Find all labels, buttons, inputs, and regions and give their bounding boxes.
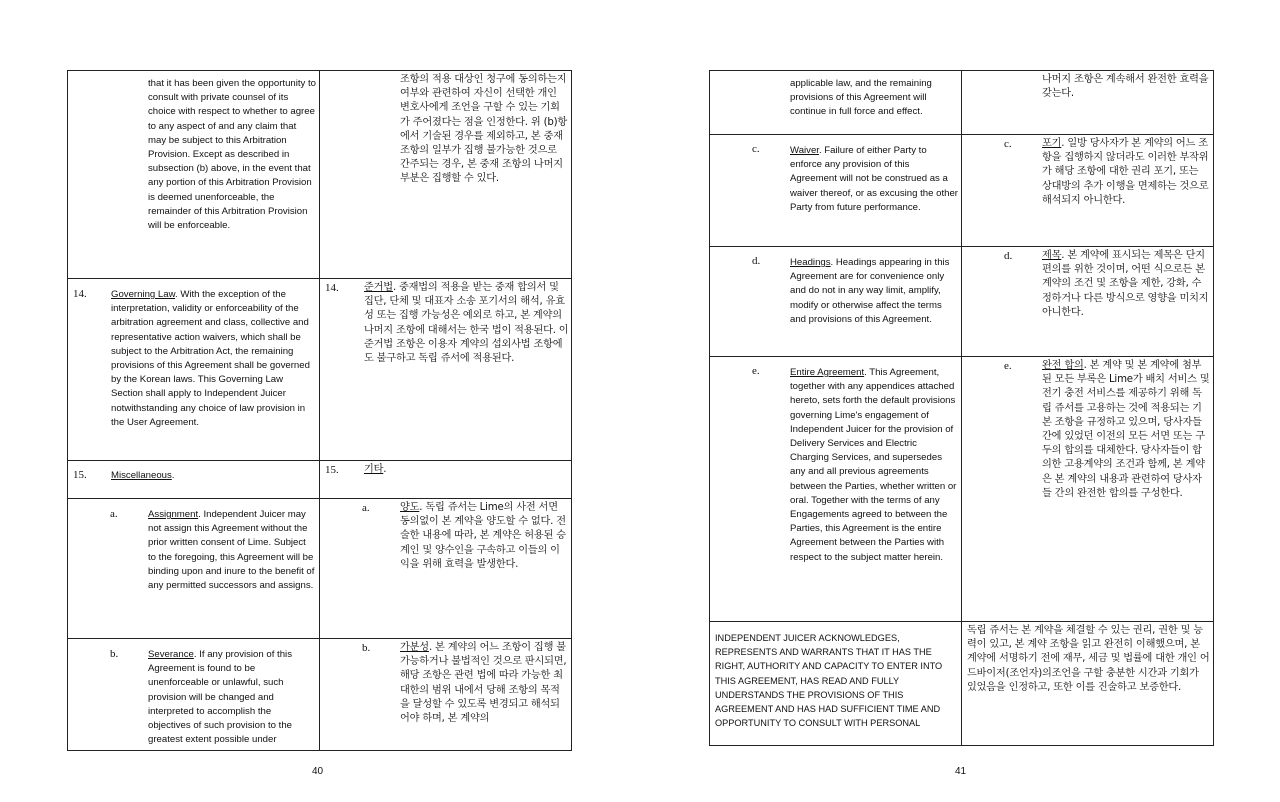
cell-en: [710, 357, 962, 622]
cell-ko: [320, 639, 572, 751]
punctuation: .: [171, 470, 175, 481]
table-row: [68, 279, 572, 461]
subsection-body: . Failure of either Party to enforce any provision of this Agreement will not be construed as a waiver thereof, or as excusing the other Party from future performance.: [790, 145, 958, 213]
table-row: [710, 135, 1214, 247]
subsection-letter: a.: [110, 508, 118, 520]
subsection-body: . 본 계약에 표시되는 제목은 단지 편의를 위한 것이며, 어떤 식으로든 본 계약의 조건 및 조항을 제한, 강화, 수정하거나 다른 방식으로 영향을 미치지 아니한다.: [1042, 250, 1209, 318]
section-number: 15.: [73, 469, 87, 481]
table-row: [68, 461, 572, 499]
cell-ko: [320, 499, 572, 639]
severance-continuation-ko: 나머지 조항은 계속해서 완전한 효력을 갖는다.: [1042, 74, 1209, 100]
severance-ko: [400, 641, 568, 726]
cell-ko: [320, 461, 572, 499]
subsection-body: . Independent Juicer may not assign this Agreement without the prior written consent of Lime. Subject to the foregoing, this Agreement will be binding upon and inure to the benefit of any permitted successors and assigns.: [148, 509, 315, 592]
section-number: 14.: [325, 282, 339, 294]
assignment-ko: [400, 501, 568, 572]
subsection-letter: e.: [752, 365, 760, 377]
table-row: [710, 71, 1214, 135]
section-body: . 중재법의 적용을 받는 중재 합의서 및 집단, 단체 및 대표자 소송 포기서의 해석, 유효성 또는 집행 가능성은 예외로 하고, 본 계약의 나머지 조항에 대해서는 한국 법이 적용된다. 이 준거법 조항은 이용자 계약의 섭외사법 조항에도 불구하고 독립 쥬서에 적용된다.: [364, 282, 569, 365]
subsection-letter: a.: [362, 502, 370, 514]
assignment-en: [148, 508, 316, 593]
subsection-title: Severance: [148, 649, 194, 660]
severance-continuation-en: applicable law, and the remaining provisions of this Agreement will continue in full force and effect.: [790, 78, 932, 118]
entire-agreement-ko: [1042, 359, 1210, 501]
subsection-letter: c.: [1004, 138, 1012, 150]
cell-en: [68, 461, 320, 499]
table-row: [710, 622, 1214, 746]
cell-ko: [962, 135, 1214, 247]
subsection-letter: c.: [752, 143, 760, 155]
cell-en: [68, 499, 320, 639]
subsection-title: Waiver: [790, 145, 819, 156]
miscellaneous-en: [111, 469, 316, 483]
cell-ko: [320, 279, 572, 461]
left-page: [67, 70, 571, 751]
subsection-letter: b.: [362, 642, 371, 654]
cell-en: [710, 247, 962, 357]
headings-ko: [1042, 249, 1210, 320]
table-row: [68, 499, 572, 639]
subsection-title: 양도: [400, 502, 420, 513]
cell-en: [68, 71, 320, 279]
miscellaneous-ko: [364, 463, 569, 477]
subsection-title: Headings: [790, 257, 831, 268]
waiver-en: [790, 144, 958, 215]
section-title: Miscellaneous: [111, 470, 172, 481]
subsection-title: Entire Agreement: [790, 367, 865, 378]
cell-ko: [962, 71, 1214, 135]
headings-en: [790, 256, 958, 327]
arbitration-continuation-en: that it has been given the opportunity to consult with private counsel of its choice with respect to whether to agree to any aspect of and any claim that may be subject to this Arbitration Provision. Except as described in subsection (b) above, in the event that any portion of this Arbitration Provision is deemed unenforceable, the remainder of this Arbitration Provision will be enforceable.: [148, 78, 317, 232]
subsection-title: 제목: [1042, 250, 1062, 261]
subsection-body: . 일방 당사자가 본 계약의 어느 조항을 집행하지 않더라도 이러한 부작위가 해당 조항에 대한 권리 포기, 또는 상대방의 추가 이행을 면제하는 것으로 해석되지 아니한다.: [1042, 138, 1209, 206]
subsection-title: 포기: [1042, 138, 1062, 149]
subsection-title: 완전 합의: [1042, 360, 1084, 371]
subsection-letter: d.: [752, 255, 761, 267]
section-title: 준거법: [364, 282, 393, 293]
acknowledgement-en: INDEPENDENT JUICER ACKNOWLEDGES, REPRESENTS AND WARRANTS THAT IT HAS THE RIGHT, AUTHORITY AND CAPACITY TO ENTER INTO THIS AGREEMENT, HAS READ AND FULLY UNDERSTANDS THE PROVISIONS OF THIS AGREEMENT AND HAS HAD SUFFICIENT TIME AND OPPORTUNITY TO CONSULT WITH PERSONAL: [715, 633, 943, 729]
section-body: . With the exception of the interpretation, validity or enforceability of the arbitration agreement and class, collective and representative action waivers, which shall be subject to the Arbitration Act, the remaining provisions of this Agreement shall be governed by the Korean laws. This Governing Law Section shall apply to Independent Juicer notwithstanding any choice of law provision in the User Agreement.: [111, 289, 310, 428]
punctuation: .: [383, 464, 387, 475]
table-row: [68, 639, 572, 751]
subsection-body: . 독립 쥬서는 Lime의 사전 서면 동의없이 본 계약을 양도할 수 없다. 전술한 내용에 따라, 본 계약은 허용된 승계인 및 양수인을 구속하고 이들의 이익을 위해 효력을 발생한다.: [400, 502, 566, 570]
right-bilingual-table: [709, 70, 1214, 746]
subsection-body: . This Agreement, together with any appendices attached hereto, sets forth the default provisions governing Lime's engagement of Independent Juicer for the provision of Delivery Services and Electric Charging Services, and supersedes any and all previous agreements between the Parties, whether written or oral. Together with the terms of any Engagements agreed to between the Parties, this Agreement is the entire Agreement between the Parties with respect to the subject matter herein.: [790, 367, 957, 563]
page-number-left: 40: [312, 766, 324, 777]
entire-agreement-en: [790, 366, 958, 565]
table-row: [710, 247, 1214, 357]
page-number-right: 41: [955, 766, 967, 777]
cell-ko: [320, 71, 572, 279]
cell-ko: [962, 357, 1214, 622]
subsection-letter: e.: [1004, 360, 1012, 372]
subsection-letter: d.: [1004, 250, 1013, 262]
cell-en: [68, 639, 320, 751]
table-row: [68, 71, 572, 279]
subsection-body: . 본 계약 및 본 계약에 첨부된 모든 부록은 Lime가 배치 서비스 및 전기 충전 서비스를 제공하기 위해 독립 쥬서를 고용하는 것에 적용되는 기본 조항을 규정하고 있으며, 당사자들 간에 있었던 이전의 모든 서면 또는 구두의 합의를 대체한다. 당사자들이 합의한 고용계약의 조건과 함께, 본 계약은 본 계약의 내용과 관련하여 당사자들 간의 완전한 합의를 구성한다.: [1042, 360, 1210, 499]
table-row: [710, 357, 1214, 622]
subsection-title: 가분성: [400, 642, 429, 653]
left-bilingual-table: [67, 70, 572, 751]
subsection-body: . 본 계약의 어느 조항이 집행 불가능하거나 불법적인 것으로 판시되면, 해당 조항은 관련 법에 따라 가능한 최대한의 범위 내에서 당해 조항의 목적을 달성할 수 있도록 변경되고 해석되어야 하며, 본 계약의: [400, 642, 567, 725]
waiver-ko: [1042, 137, 1210, 208]
section-title: Governing Law: [111, 289, 175, 300]
acknowledgement-ko: 독립 쥬서는 본 계약을 체결할 수 있는 권리, 권한 및 능력이 있고, 본 계약 조항을 읽고 완전히 이해했으며, 본 계약에 서명하기 전에 재무, 세금 및 법률에 대한 개인 어드바이저(조언자)의조언을 구할 충분한 시간과 기회가 있었음을 인정하고, 또한 이를 진술하고 보증한다.: [967, 625, 1210, 693]
severance-en: [148, 648, 316, 747]
governing-law-en: [111, 288, 316, 430]
section-number: 15.: [325, 464, 339, 476]
cell-ko: [962, 622, 1214, 746]
section-number: 14.: [73, 288, 87, 300]
cell-en: [710, 71, 962, 135]
subsection-body: . If any provision of this Agreement is found to be unenforceable or unlawful, such provision will be changed and interpreted to accomplish the objectives of such provision to the greatest extent possible under: [148, 649, 292, 746]
arbitration-continuation-ko: 조항의 적용 대상인 청구에 동의하는지 여부와 관련하여 자신이 선택한 개인 변호사에게 조언을 구할 수 있는 기회가 주어졌다는 점을 인정한다. 위 (b)항에서 기술된 경우를 제외하고, 본 중재 조항의 일부가 집행 불가능한 것으로 간주되는 경우, 본 중재 조항의 나머지 부분은 집행할 수 있다.: [400, 74, 568, 185]
governing-law-ko: [364, 281, 569, 366]
subsection-letter: b.: [110, 648, 119, 660]
cell-en: [710, 135, 962, 247]
cell-en: [68, 279, 320, 461]
right-page: [709, 70, 1213, 746]
cell-en: [710, 622, 962, 746]
subsection-body: . Headings appearing in this Agreement are for convenience only and do not in any way limit, amplify, modify or otherwise affect the terms and provisions of this Agreement.: [790, 257, 950, 325]
subsection-title: Assignment: [148, 509, 199, 520]
cell-ko: [962, 247, 1214, 357]
section-title: 기타: [364, 464, 384, 475]
